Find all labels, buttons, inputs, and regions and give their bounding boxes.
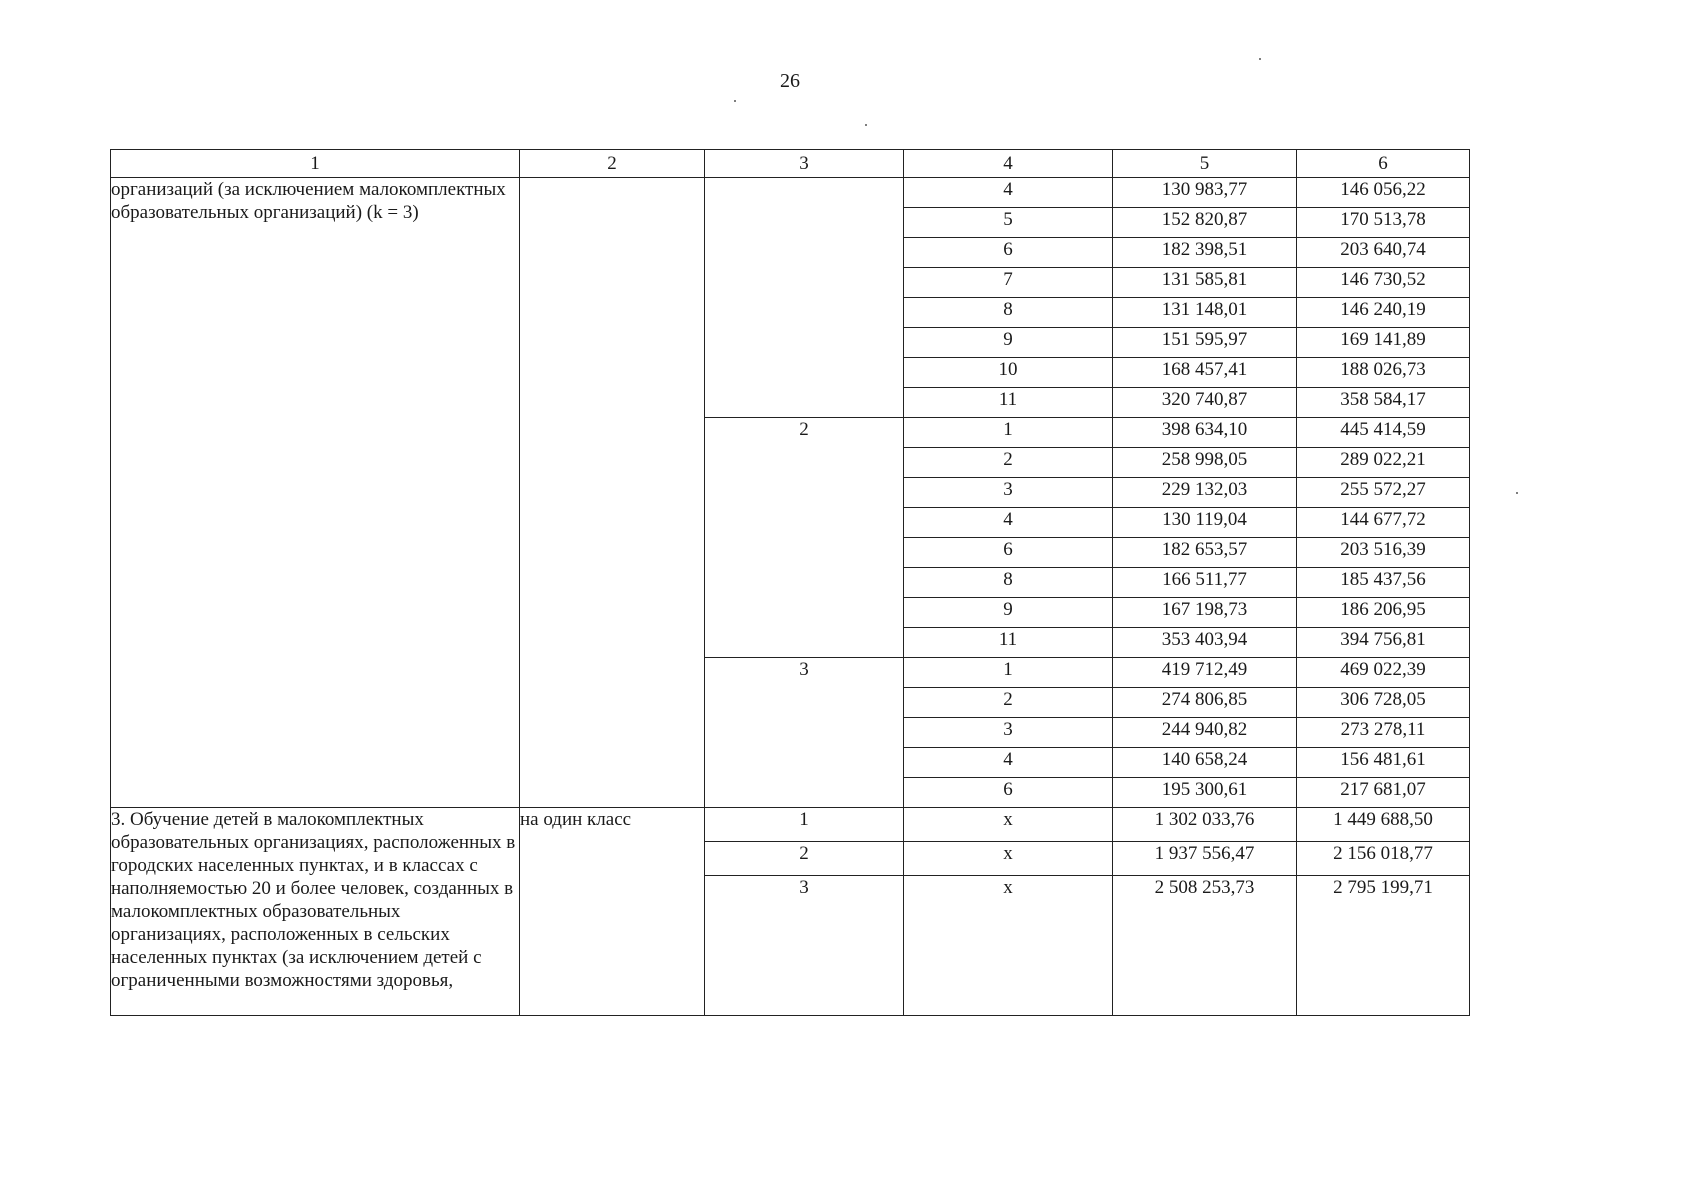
value-cell: 1 302 033,76: [1113, 808, 1297, 842]
value-cell: 146 730,52: [1297, 268, 1470, 298]
value-cell: 217 681,07: [1297, 778, 1470, 808]
value-cell: 398 634,10: [1113, 418, 1297, 448]
scan-speck: [865, 124, 867, 126]
value-cell: 131 148,01: [1113, 298, 1297, 328]
value-cell: 185 437,56: [1297, 568, 1470, 598]
header-cell: 1: [111, 150, 520, 178]
value-cell: 394 756,81: [1297, 628, 1470, 658]
value-cell: 419 712,49: [1113, 658, 1297, 688]
header-cell: 2: [520, 150, 705, 178]
value-cell: 469 022,39: [1297, 658, 1470, 688]
value-cell: 1 937 556,47: [1113, 842, 1297, 876]
value-cell: 166 511,77: [1113, 568, 1297, 598]
value-cell: 156 481,61: [1297, 748, 1470, 778]
grade-cell: 3: [904, 478, 1113, 508]
group-number: 3: [705, 658, 904, 808]
value-cell: 2 795 199,71: [1297, 876, 1470, 1016]
scan-speck: [1259, 58, 1261, 60]
value-cell: 203 640,74: [1297, 238, 1470, 268]
value-cell: 167 198,73: [1113, 598, 1297, 628]
value-cell: 289 022,21: [1297, 448, 1470, 478]
tariff-table: [110, 149, 1470, 1016]
unit-cell: на один класс: [520, 808, 705, 1016]
grade-cell: х: [904, 808, 1113, 842]
table-row: [111, 808, 1470, 842]
value-cell: 140 658,24: [1113, 748, 1297, 778]
value-cell: 353 403,94: [1113, 628, 1297, 658]
value-cell: 258 998,05: [1113, 448, 1297, 478]
value-cell: 306 728,05: [1297, 688, 1470, 718]
section-description: 3. Обучение детей в малокомплектных образовательных организациях, расположенных в городских населенных пунктах, и в классах с наполняемостью 20 и более человек, созданных в малокомплектных образовательных организациях, расположенных в сельских населенных пунктах (за исключением детей с ограниченными возможностями здоровья,: [111, 808, 520, 1016]
value-cell: 168 457,41: [1113, 358, 1297, 388]
grade-cell: 1: [904, 418, 1113, 448]
value-cell: 146 240,19: [1297, 298, 1470, 328]
grade-cell: 4: [904, 178, 1113, 208]
header-cell: 6: [1297, 150, 1470, 178]
grade-cell: 11: [904, 388, 1113, 418]
value-cell: 130 983,77: [1113, 178, 1297, 208]
value-cell: 170 513,78: [1297, 208, 1470, 238]
value-cell: 1 449 688,50: [1297, 808, 1470, 842]
grade-cell: 7: [904, 268, 1113, 298]
group-number: 2: [705, 842, 904, 876]
group-number: 2: [705, 418, 904, 658]
section-description: организаций (за исключением малокомплектных образовательных организаций) (k = 3): [111, 178, 520, 808]
value-cell: 229 132,03: [1113, 478, 1297, 508]
value-cell: 244 940,82: [1113, 718, 1297, 748]
grade-cell: х: [904, 876, 1113, 1016]
group-number: 3: [705, 876, 904, 1016]
value-cell: 131 585,81: [1113, 268, 1297, 298]
grade-cell: 5: [904, 208, 1113, 238]
grade-cell: х: [904, 842, 1113, 876]
page-number: 26: [780, 70, 800, 92]
grade-cell: 6: [904, 238, 1113, 268]
value-cell: 146 056,22: [1297, 178, 1470, 208]
value-cell: 320 740,87: [1113, 388, 1297, 418]
header-cell: 4: [904, 150, 1113, 178]
grade-cell: 8: [904, 298, 1113, 328]
grade-cell: 11: [904, 628, 1113, 658]
grade-cell: 9: [904, 598, 1113, 628]
value-cell: 445 414,59: [1297, 418, 1470, 448]
value-cell: 188 026,73: [1297, 358, 1470, 388]
grade-cell: 6: [904, 778, 1113, 808]
grade-cell: 3: [904, 718, 1113, 748]
value-cell: 152 820,87: [1113, 208, 1297, 238]
header-cell: 5: [1113, 150, 1297, 178]
value-cell: 358 584,17: [1297, 388, 1470, 418]
value-cell: 169 141,89: [1297, 328, 1470, 358]
header-row: [111, 150, 1470, 178]
grade-cell: 8: [904, 568, 1113, 598]
grade-cell: 4: [904, 508, 1113, 538]
value-cell: 2 508 253,73: [1113, 876, 1297, 1016]
grade-cell: 9: [904, 328, 1113, 358]
value-cell: 144 677,72: [1297, 508, 1470, 538]
value-cell: 182 398,51: [1113, 238, 1297, 268]
value-cell: 182 653,57: [1113, 538, 1297, 568]
grade-cell: 1: [904, 658, 1113, 688]
grade-cell: 2: [904, 448, 1113, 478]
grade-cell: 4: [904, 748, 1113, 778]
grade-cell: 10: [904, 358, 1113, 388]
scan-speck: [734, 100, 736, 102]
value-cell: 2 156 018,77: [1297, 842, 1470, 876]
value-cell: 130 119,04: [1113, 508, 1297, 538]
scan-speck: [1516, 492, 1518, 494]
value-cell: 273 278,11: [1297, 718, 1470, 748]
value-cell: 195 300,61: [1113, 778, 1297, 808]
group-number: [705, 178, 904, 418]
value-cell: 274 806,85: [1113, 688, 1297, 718]
table-row: [111, 178, 1470, 208]
value-cell: 151 595,97: [1113, 328, 1297, 358]
header-cell: 3: [705, 150, 904, 178]
value-cell: 255 572,27: [1297, 478, 1470, 508]
grade-cell: 6: [904, 538, 1113, 568]
unit-cell: [520, 178, 705, 808]
group-number: 1: [705, 808, 904, 842]
value-cell: 186 206,95: [1297, 598, 1470, 628]
grade-cell: 2: [904, 688, 1113, 718]
value-cell: 203 516,39: [1297, 538, 1470, 568]
